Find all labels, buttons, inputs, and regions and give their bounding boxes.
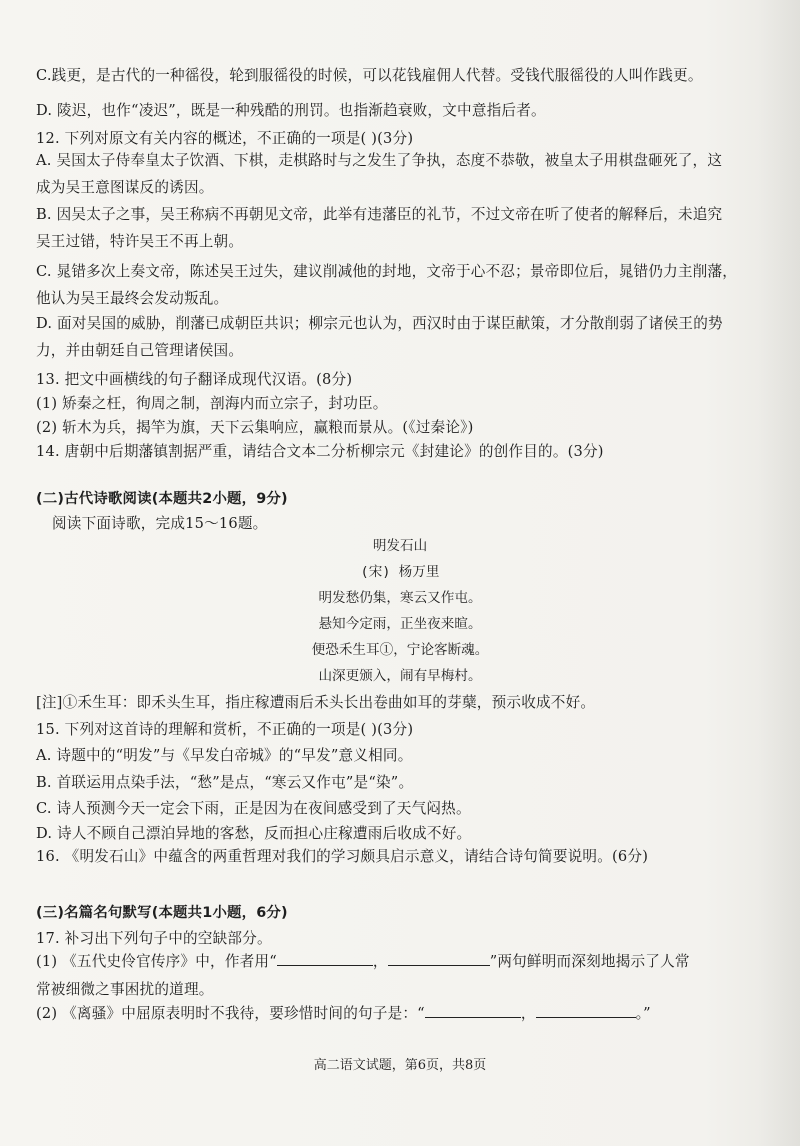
question-15: 15. 下列对这首诗的理解和赏析，不正确的一项是( )(3分) bbox=[36, 721, 414, 738]
answer-blank-1[interactable] bbox=[277, 951, 373, 966]
q12-option-a-line1: A. 吴国太子侍奉皇太子饮酒、下棋，走棋路时与之发生了争执，态度不恭敬，被皇太子用棋盘砸死了，这 bbox=[36, 152, 723, 169]
q12-option-c-line2: 他认为吴王最终会发动叛乱。 bbox=[36, 290, 229, 307]
q13-sentence-2: (2) 斩木为兵，揭竿为旗，天下云集响应，赢粮而景从。(《过秦论》) bbox=[36, 419, 474, 436]
q17-item-2-prefix: (2) 《离骚》中屈原表明时不我待，要珍惜时间的句子是：“ bbox=[36, 1005, 425, 1022]
poem-line-1: 明发愁仍集，寒云又作屯。 bbox=[318, 590, 482, 606]
q17-item-1-continued: 常被细微之事困扰的道理。 bbox=[36, 981, 214, 998]
q12-option-d-line1: D. 面对吴国的威胁，削藩已成朝臣共识；柳宗元也认为，西汉时由于谋臣献策，才分散削弱了诸侯王的势 bbox=[36, 315, 723, 332]
q15-option-b: B. 首联运用点染手法，“愁”是点，“寒云又作屯”是“染”。 bbox=[36, 774, 414, 791]
section-2-heading: (二)古代诗歌阅读(本题共2小题，9分) bbox=[36, 491, 288, 507]
q13-sentence-1: (1) 矫秦之枉，徇周之制，剖海内而立宗子，封功臣。 bbox=[36, 395, 388, 412]
q12-option-a-line2: 成为吴王意图谋反的诱因。 bbox=[36, 179, 214, 196]
q17-item-1-suffix: ”两句鲜明而深刻地揭示了人常 bbox=[489, 953, 690, 970]
q12-option-d-line2: 力，并由朝廷自己管理诸侯国。 bbox=[36, 342, 244, 359]
poem-line-2: 悬知今定雨，正坐夜来暄。 bbox=[318, 616, 482, 632]
q17-item-1 bbox=[36, 951, 690, 972]
poem-title: 明发石山 bbox=[372, 538, 428, 554]
answer-blank-2[interactable] bbox=[388, 951, 490, 966]
q17-item-2-suffix: 。” bbox=[635, 1005, 651, 1022]
q15-option-a: A. 诗题中的“明发”与《早发白帝城》的“早发”意义相同。 bbox=[36, 747, 413, 764]
q12-option-b-line2: 吴王过错，特许吴王不再上朝。 bbox=[36, 233, 244, 250]
option-c-text: C.践更，是古代的一种徭役，轮到服徭役的时候，可以花钱雇佣人代替。受钱代服徭役的人叫作践更。 bbox=[36, 67, 703, 84]
q15-option-c: C. 诗人预测今天一定会下雨，正是因为在夜间感受到了天气闷热。 bbox=[36, 800, 471, 817]
q17-item-2 bbox=[36, 1003, 651, 1024]
q12-option-c-line1: C. 晁错多次上奏文帝，陈述吴王过失，建议削减他的封地，文帝于心不忍；景帝即位后，晁错仍力主削藩， bbox=[36, 263, 738, 280]
question-17: 17. 补习出下列句子中的空缺部分。 bbox=[36, 930, 272, 947]
question-12: 12. 下列对原文有关内容的概述，不正确的一项是( )(3分) bbox=[36, 130, 414, 147]
section-2-intro: 阅读下面诗歌，完成15～16题。 bbox=[52, 515, 268, 532]
question-16: 16. 《明发石山》中蕴含的两重哲理对我们的学习颇具启示意义，请结合诗句简要说明。(6分) bbox=[36, 848, 649, 865]
option-d-text: D. 陵迟，也作“凌迟”，既是一种残酷的刑罚。也指渐趋衰败，文中意指后者。 bbox=[36, 102, 546, 119]
poem-author: (宋) 杨万里 bbox=[360, 564, 440, 580]
question-14: 14. 唐朝中后期藩镇割据严重，请结合文本二分析柳宗元《封建论》的创作目的。(3分) bbox=[36, 443, 604, 460]
poem-line-4: 山深更颁入，闹有早梅村。 bbox=[318, 668, 482, 684]
q17-item-1-prefix: (1) 《五代史伶官传序》中，作者用“ bbox=[36, 953, 277, 970]
q17-item-1-comma: ， bbox=[372, 953, 388, 970]
q17-item-2-comma: ， bbox=[520, 1005, 536, 1022]
section-3-heading: (三)名篇名句默写(本题共1小题，6分) bbox=[36, 905, 288, 921]
poem-line-3: 便恐禾生耳①，宁论客断魂。 bbox=[311, 642, 489, 658]
page-footer: 高二语文试题，第6页，共8页 bbox=[313, 1058, 487, 1073]
question-13: 13. 把文中画横线的句子翻译成现代汉语。(8分) bbox=[36, 371, 353, 388]
answer-blank-3[interactable] bbox=[425, 1003, 521, 1018]
answer-blank-4[interactable] bbox=[536, 1003, 636, 1018]
poem-note: [注]①禾生耳：即禾头生耳，指庄稼遭雨后禾头长出卷曲如耳的芽蘖，预示收成不好。 bbox=[36, 694, 596, 711]
q12-option-b-line1: B. 因吴太子之事，吴王称病不再朝见文帝，此举有违藩臣的礼节，不过文帝在听了使者的解释后，未追究 bbox=[36, 206, 723, 223]
q15-option-d: D. 诗人不顾自己漂泊异地的客愁，反而担心庄稼遭雨后收成不好。 bbox=[36, 825, 472, 842]
